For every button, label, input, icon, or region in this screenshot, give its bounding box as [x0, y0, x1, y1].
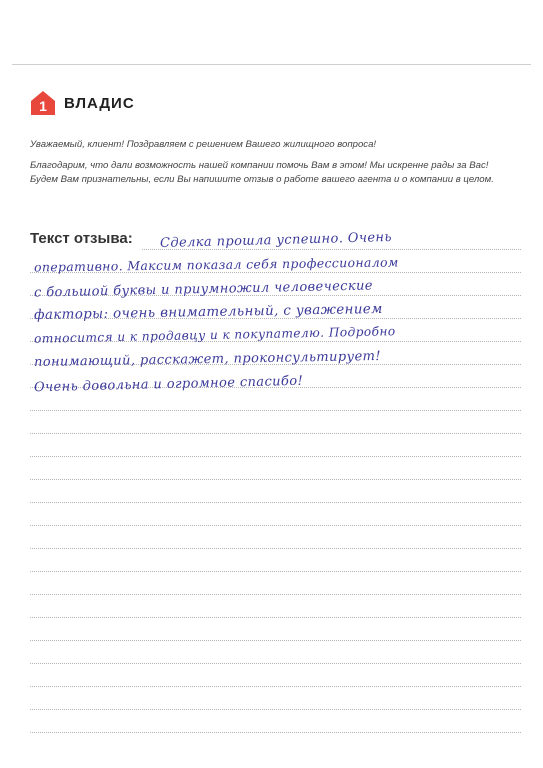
ruled-line — [30, 479, 521, 480]
review-heading: Текст отзыва: — [30, 230, 133, 247]
handwritten-line: понимающий, расскажет, проконсультирует! — [33, 348, 382, 371]
ruled-line — [30, 525, 521, 526]
brand-name: ВЛАДИС — [64, 94, 135, 112]
ruled-line — [30, 594, 521, 595]
ruled-line — [30, 640, 521, 641]
ruled-line — [30, 410, 521, 411]
handwritten-line: факторы: очень внимательный, с уважением — [33, 301, 383, 324]
svg-text:1: 1 — [39, 98, 47, 114]
ruled-line — [30, 456, 521, 457]
ruled-line — [30, 663, 521, 664]
ruled-line — [30, 686, 521, 687]
ruled-line — [30, 709, 521, 710]
ruled-line — [30, 433, 521, 434]
ruled-line — [30, 571, 521, 572]
intro-thanks: Благодарим, что дали возможность нашей компании помочь Вам в этом! Мы искренне рады за Вас! Будем Вам признательны, если Вы напишите отзыв о работе вашего агента и о компании в целом. — [30, 160, 494, 185]
handwritten-line: оперативно. Максим показал себя профессионалом — [33, 254, 399, 275]
intro-greeting: Уважаемый, клиент! Поздравляем с решением Вашего жилищного вопроса! — [30, 139, 377, 150]
handwritten-line: Сделка прошла успешно. Очень — [159, 229, 393, 252]
handwritten-line: Очень довольна и огромное спасибо! — [33, 373, 304, 396]
ruled-line — [30, 502, 521, 503]
handwritten-line: с большой буквы и приумножил человеческие — [33, 278, 374, 301]
ruled-line — [30, 617, 521, 618]
ruled-line — [30, 732, 521, 733]
ruled-line — [30, 548, 521, 549]
handwritten-line: относится и к продавцу и к покупателю. Подробно — [33, 324, 396, 346]
